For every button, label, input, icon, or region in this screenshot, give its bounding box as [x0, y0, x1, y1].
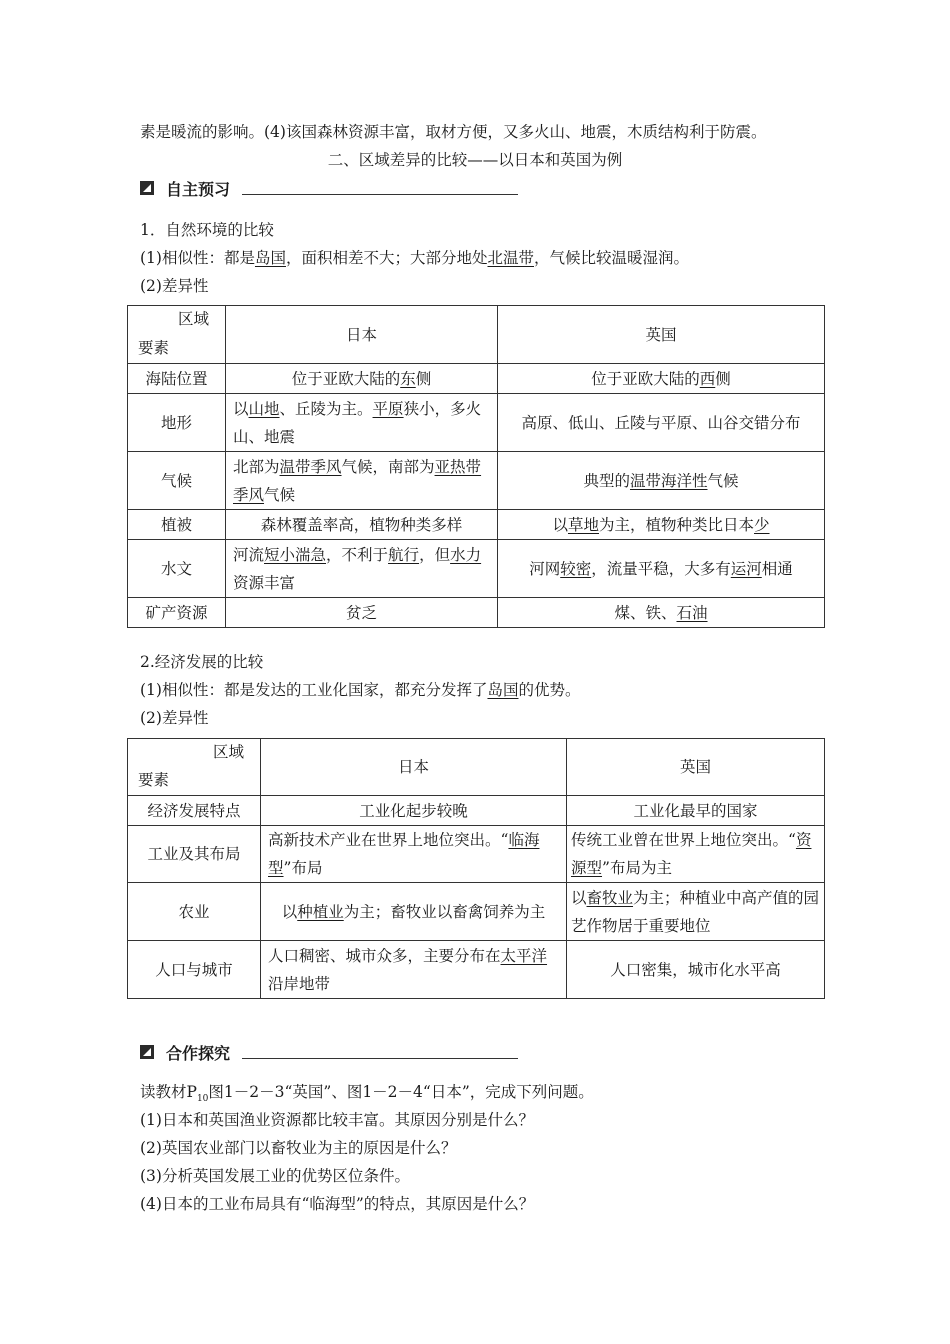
- table-row: 气候 北部为温带季风气候，南部为亚热带季风气候 典型的温带海洋性气候: [128, 452, 825, 510]
- section-cooperative-inquiry: [140, 1040, 518, 1064]
- header-region-factor: 区域 要素: [128, 739, 261, 796]
- natural-comparison-table: [127, 305, 825, 628]
- table-header-row: [128, 739, 825, 796]
- natural-title: 1．自然环境的比较: [140, 221, 274, 239]
- table-row: 地形 以山地、丘陵为主。平原狭小，多火山、地震 高原、低山、丘陵与平原、山谷交错分布: [128, 394, 825, 452]
- economic-comparison-table: [127, 738, 825, 999]
- intro-line: 素是暖流的影响。(4)该国森林资源丰富，取材方便，又多火山、地震，木质结构利于防震。: [140, 123, 767, 141]
- table-row: 植被 森林覆盖率高，植物种类多样 以草地为主，植物种类比日本少: [128, 510, 825, 540]
- economic-difference-label: (2)差异性: [140, 709, 209, 727]
- table-row: 水文 河流短小湍急，不利于航行，但水力资源丰富 河网较密，流量平稳，大多有运河相通: [128, 540, 825, 598]
- question-3: (3)分析英国发展工业的优势区位条件。: [140, 1167, 410, 1185]
- economic-title: 2.经济发展的比较: [140, 653, 264, 671]
- section-title: 合作探究: [166, 1043, 231, 1063]
- header-japan: 日本: [261, 739, 567, 796]
- header-uk: 英国: [498, 306, 825, 364]
- section-heading: 二、区域差异的比较——以日本和英国为例: [327, 151, 623, 169]
- square-arrow-icon: [140, 1045, 154, 1059]
- section-title: 自主预习: [166, 179, 231, 199]
- table-row: 农业 以种植业为主；畜牧业以畜禽饲养为主 以畜牧业为主；种植业中高产值的园艺作物居于重要地位: [128, 883, 825, 941]
- table-row: 人口与城市 人口稠密、城市众多，主要分布在太平洋沿岸地带 人口密集，城市化水平高: [128, 941, 825, 999]
- square-arrow-icon: [140, 181, 154, 195]
- table-row: 矿产资源 贫乏 煤、铁、石油: [128, 598, 825, 628]
- table-row: 经济发展特点 工业化起步较晚 工业化最早的国家: [128, 796, 825, 826]
- natural-similarity: (1)相似性：都是岛国，面积相差不大；大部分地处北温带，气候比较温暖湿润。: [140, 249, 690, 267]
- table-row: 海陆位置 位于亚欧大陆的东侧 位于亚欧大陆的西侧: [128, 364, 825, 394]
- question-intro: 读教材$P_{10}$图1－2－3“英国”、图1－2－4“日本”，完成下列问题。: [140, 1083, 594, 1105]
- question-1: (1)日本和英国渔业资源都比较丰富。其原因分别是什么？: [140, 1111, 534, 1129]
- header-region-factor: 区域 要素: [128, 306, 226, 364]
- table-row: 工业及其布局 高新技术产业在世界上地位突出。“临海型”布局 传统工业曾在世界上地位突出。“资源型”布局为主: [128, 826, 825, 883]
- natural-difference-label: (2)差异性: [140, 277, 209, 295]
- section-rule: [242, 194, 518, 195]
- section-self-study: [140, 176, 518, 200]
- header-uk: 英国: [567, 739, 825, 796]
- economic-similarity: (1)相似性：都是发达的工业化国家，都充分发挥了岛国的优势。: [140, 681, 581, 699]
- header-japan: 日本: [226, 306, 498, 364]
- question-4: (4)日本的工业布局具有“临海型”的特点，其原因是什么？: [140, 1195, 535, 1213]
- section-rule: [242, 1058, 518, 1059]
- table-header-row: [128, 306, 825, 364]
- question-2: (2)英国农业部门以畜牧业为主的原因是什么？: [140, 1139, 457, 1157]
